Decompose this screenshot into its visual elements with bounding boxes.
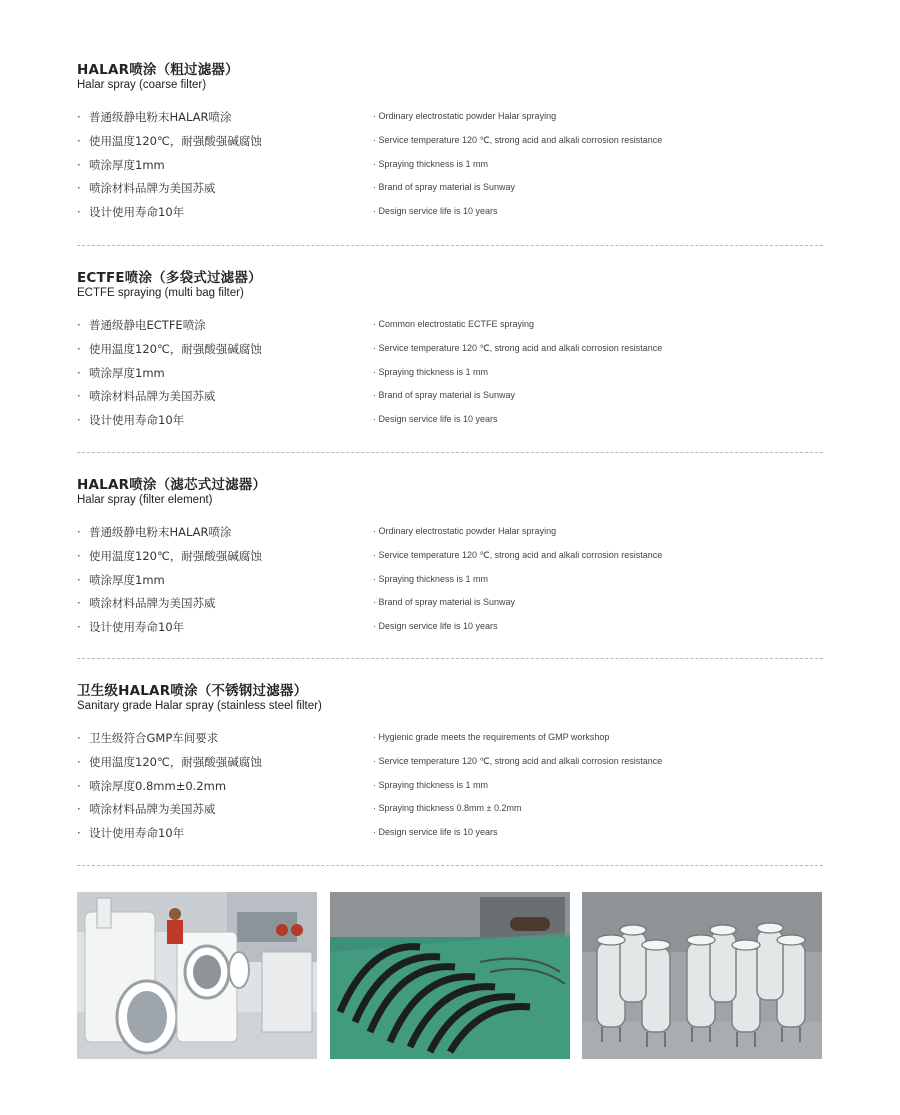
spec-en: Spraying thickness is 1 mm (378, 366, 489, 377)
bullet: · (77, 778, 81, 793)
bullet: · (77, 525, 81, 539)
spec-cn: 普通级静电粉末HALAR喷涂 (89, 525, 232, 539)
spec-row (77, 109, 823, 133)
spec-cn: 设计使用寿命10年 (89, 413, 185, 428)
spec-en: Spraying thickness is 1 mm (378, 158, 489, 169)
bullet: · (77, 548, 81, 563)
spec-cn: 普通级静电ECTFE喷涂 (89, 318, 206, 332)
spec-row (77, 412, 823, 436)
bullet: · (373, 414, 379, 425)
spec-row (77, 572, 823, 596)
bullet: · (77, 596, 81, 611)
bullet: · (373, 803, 379, 814)
spec-en: Service temperature 120 ℃, strong acid and alkali corrosion resistance (378, 342, 663, 353)
bullet: · (77, 133, 81, 148)
spec-cn: 喷涂厚度0.8mm±0.2mm (89, 778, 227, 793)
spec-cn: 使用温度120℃，耐强酸强碱腐蚀 (89, 341, 262, 356)
spec-list (77, 730, 823, 849)
bullet: · (77, 157, 81, 172)
white-coated-filter-housings-photo (77, 892, 317, 1059)
spec-row (77, 341, 823, 365)
spec-cn: 使用温度120℃，耐强酸强碱腐蚀 (89, 133, 262, 148)
bullet: · (373, 319, 379, 329)
spec-en: Spraying thickness 0.8mm ± 0.2mm (378, 803, 522, 814)
section-coarse-filter (77, 62, 823, 228)
bullet: · (77, 365, 81, 380)
spec-en: Service temperature 120 ℃, strong acid and alkali corrosion resistance (378, 134, 663, 145)
spec-en: Design service life is 10 years (378, 621, 498, 632)
spec-en: Brand of spray material is Sunway (378, 597, 516, 608)
spec-en: Hygienic grade meets the requirements of GMP workshop (378, 732, 610, 742)
spec-row (77, 524, 823, 548)
spec-list (77, 317, 823, 436)
spec-row (77, 204, 823, 228)
spec-cn: 喷涂材料品牌为美国苏威 (89, 596, 216, 611)
bullet: · (77, 731, 81, 745)
bullet: · (77, 413, 81, 428)
bullet: · (373, 827, 379, 838)
bullet: · (373, 366, 379, 377)
bullet: · (373, 158, 379, 169)
section-filter-element (77, 477, 823, 643)
section-title-cn: HALAR喷涂（滤芯式过滤器） (77, 477, 267, 493)
bullet: · (77, 620, 81, 635)
stainless-steel-bag-filters-photo (582, 892, 822, 1059)
spec-row (77, 801, 823, 825)
spec-cn: 喷涂厚度1mm (89, 157, 165, 172)
section-title-en: ECTFE spraying (multi bag filter) (77, 287, 244, 299)
black-coated-filter-baskets-photo (330, 892, 570, 1059)
spec-cn: 喷涂材料品牌为美国苏威 (89, 389, 216, 404)
spec-list (77, 109, 823, 228)
bullet: · (373, 621, 379, 632)
section-title-cn: HALAR喷涂（粗过滤器） (77, 62, 239, 78)
spec-cn: 喷涂厚度1mm (89, 572, 165, 587)
spec-row (77, 388, 823, 412)
bullet: · (373, 526, 379, 536)
spec-en: Common electrostatic ECTFE spraying (378, 319, 535, 329)
bullet: · (373, 206, 379, 217)
spec-row (77, 365, 823, 389)
bullet: · (77, 572, 81, 587)
spec-cn: 普通级静电粉末HALAR喷涂 (89, 110, 232, 124)
bullet: · (77, 802, 81, 817)
spec-cn: 喷涂厚度1mm (89, 365, 165, 380)
bullet: · (373, 134, 379, 145)
spec-row (77, 595, 823, 619)
section-title-en: Halar spray (filter element) (77, 494, 213, 506)
spec-en: Spraying thickness is 1 mm (378, 779, 489, 790)
spec-en: Brand of spray material is Sunway (378, 390, 516, 401)
spec-row (77, 548, 823, 572)
spec-en: Spraying thickness is 1 mm (378, 573, 489, 584)
spec-en: Design service life is 10 years (378, 827, 498, 838)
spec-row (77, 754, 823, 778)
bullet: · (373, 342, 379, 353)
spec-cn: 喷涂材料品牌为美国苏威 (89, 181, 216, 196)
spec-cn: 设计使用寿命10年 (89, 826, 185, 841)
spec-en: Ordinary electrostatic powder Halar spraying (378, 111, 557, 121)
spec-en: Design service life is 10 years (378, 414, 498, 425)
section-multi-bag-filter (77, 270, 823, 436)
section-title-cn: 卫生级HALAR喷涂（不锈钢过滤器） (77, 683, 308, 699)
spec-row (77, 317, 823, 341)
spec-en: Ordinary electrostatic powder Halar spraying (378, 526, 557, 536)
section-divider (77, 658, 823, 659)
spec-cn: 喷涂材料品牌为美国苏威 (89, 802, 216, 817)
bullet: · (373, 732, 379, 742)
spec-row (77, 619, 823, 643)
bullet: · (77, 205, 81, 220)
section-stainless-steel-filter (77, 683, 823, 849)
spec-row (77, 180, 823, 204)
section-divider (77, 245, 823, 246)
bullet: · (373, 549, 379, 560)
bullet: · (373, 111, 379, 121)
spec-cn: 设计使用寿命10年 (89, 620, 185, 635)
spec-en: Design service life is 10 years (378, 206, 498, 217)
section-divider (77, 865, 823, 866)
spec-row (77, 730, 823, 754)
spec-cn: 设计使用寿命10年 (89, 205, 185, 220)
spec-row (77, 778, 823, 802)
bullet: · (77, 341, 81, 356)
spec-cn: 卫生级符合GMP车间要求 (89, 731, 219, 745)
spec-list (77, 524, 823, 643)
section-title-en: Sanitary grade Halar spray (stainless steel filter) (77, 700, 322, 712)
spec-cn: 使用温度120℃，耐强酸强碱腐蚀 (89, 548, 262, 563)
spec-en: Brand of spray material is Sunway (378, 182, 516, 193)
bullet: · (77, 181, 81, 196)
spec-row (77, 133, 823, 157)
bullet: · (77, 318, 81, 332)
spec-row (77, 825, 823, 849)
spec-en: Service temperature 120 ℃, strong acid and alkali corrosion resistance (378, 755, 663, 766)
section-title-cn: ECTFE喷涂（多袋式过滤器） (77, 270, 262, 286)
bullet: · (373, 573, 379, 584)
spec-row (77, 157, 823, 181)
bullet: · (373, 182, 379, 193)
spec-cn: 使用温度120℃，耐强酸强碱腐蚀 (89, 754, 262, 769)
section-title-en: Halar spray (coarse filter) (77, 79, 207, 91)
bullet: · (77, 754, 81, 769)
spec-en: Service temperature 120 ℃, strong acid and alkali corrosion resistance (378, 549, 663, 560)
bullet: · (77, 389, 81, 404)
bullet: · (373, 755, 379, 766)
bullet: · (373, 390, 379, 401)
bullet: · (77, 826, 81, 841)
bullet: · (77, 110, 81, 124)
bullet: · (373, 597, 379, 608)
section-divider (77, 452, 823, 453)
bullet: · (373, 779, 379, 790)
